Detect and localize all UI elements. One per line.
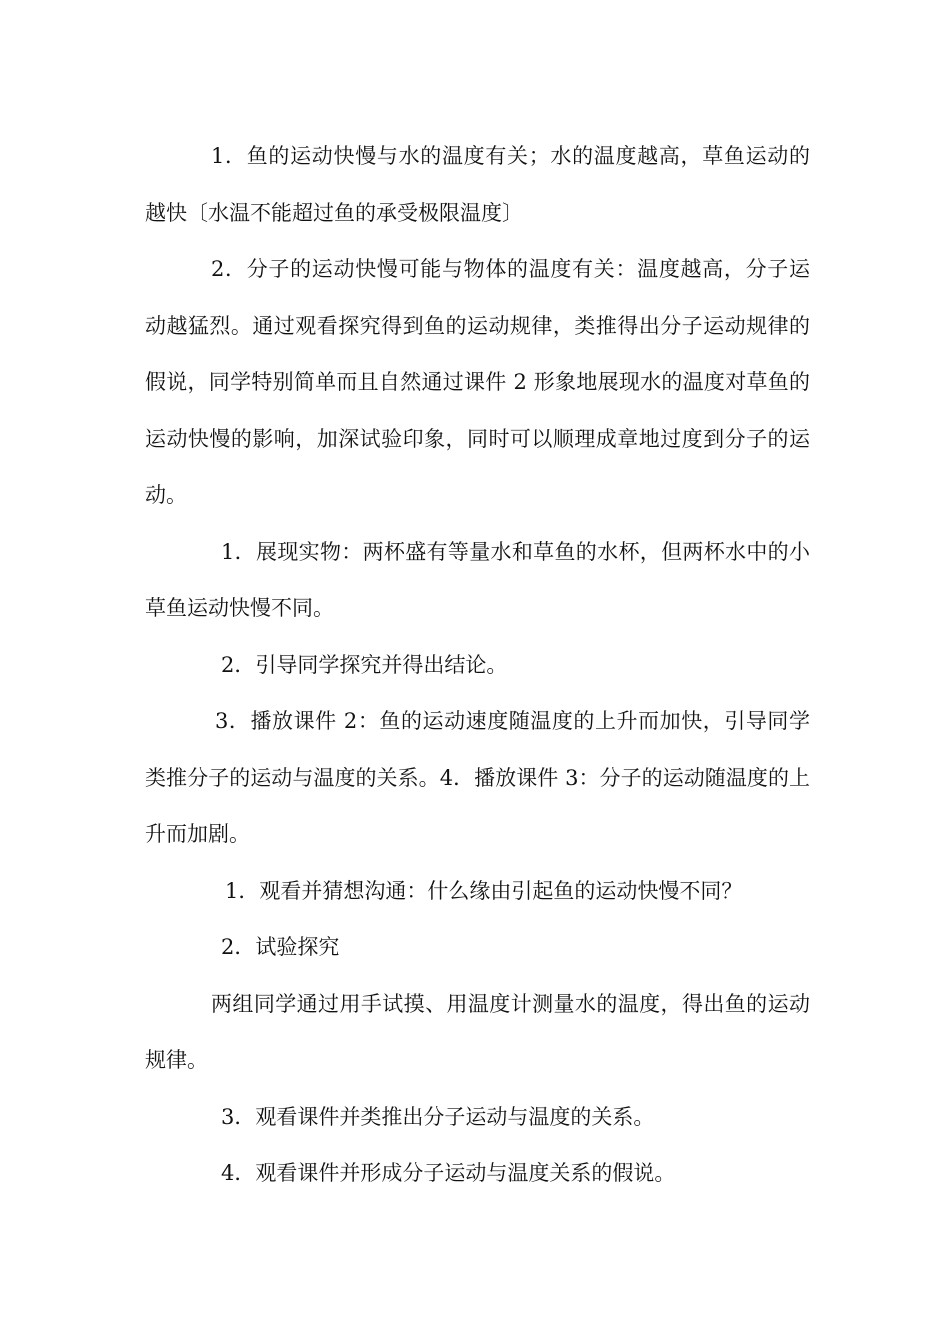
document-body [145, 128, 810, 1202]
paragraph-observe-guess: 1．观看并猜想沟通：什么缘由引起鱼的运动快慢不同？ [225, 878, 743, 903]
paragraph-play-courseware: 3．播放课件 2：鱼的运动速度随温度的上升而加快，引导同学类推分子的运动与温度的关系。4．播放课件 3：分子的运动随温度的上升而加剧。 [145, 709, 810, 846]
paragraph-two-groups: 两组同学通过用手试摸、用温度计测量水的温度，得出鱼的运动规律。 [145, 991, 810, 1072]
paragraph-fish-temperature: 1．鱼的运动快慢与水的温度有关；水的温度越高，草鱼运动的越快〔水温不能超过鱼的承受极限温度〕 [145, 144, 810, 225]
paragraph-courseware-analogy: 3．观看课件并类推出分子运动与温度的关系。 [221, 1104, 655, 1129]
paragraph-guide-students: 2．引导同学探究并得出结论。 [221, 652, 508, 677]
paragraph-courseware-hypothesis: 4．观看课件并形成分子运动与温度关系的假说。 [221, 1161, 676, 1185]
paragraph-show-objects: 1．展现实物：两杯盛有等量水和草鱼的水杯，但两杯水中的小草鱼运动快慢不同。 [145, 539, 810, 620]
paragraph-experiment: 2．试验探究 [221, 935, 340, 959]
paragraph-molecule-hypothesis: 2．分子的运动快慢可能与物体的温度有关：温度越高，分子运动越猛烈。通过观看探究得到鱼的运动规律，类推得出分子运动规律的假说，同学特别简单而且自然通过课件 2 形象地展现水的温度对草鱼的运动快慢的影响，加深试验印象，同时可以顺理成章地过度到分子的运动。 [145, 257, 810, 507]
